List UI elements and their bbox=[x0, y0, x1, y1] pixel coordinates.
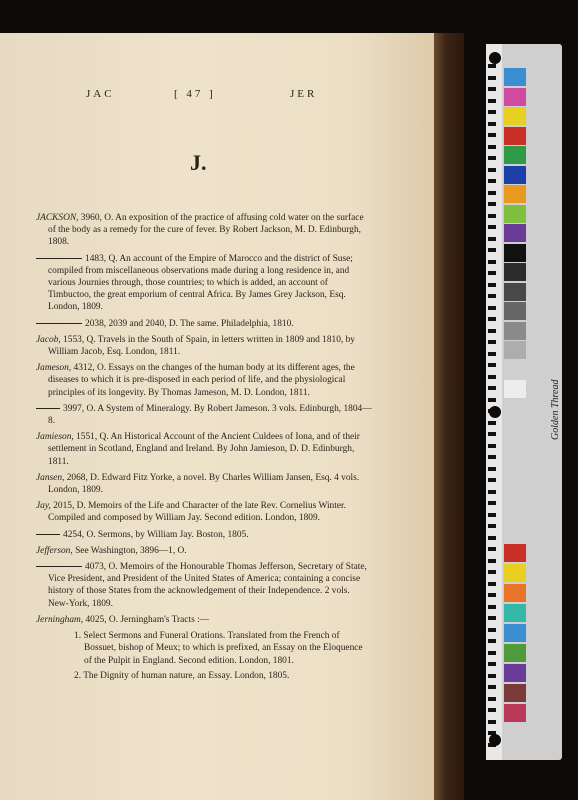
ruler-tick bbox=[488, 386, 496, 390]
ruler-tick bbox=[488, 375, 496, 379]
target-hole bbox=[489, 406, 501, 418]
entry: 4254, O. Sermons, by William Jay. Boston, 1805. bbox=[36, 529, 372, 541]
ruler-tick bbox=[488, 156, 496, 160]
color-swatch bbox=[504, 107, 526, 125]
color-swatch bbox=[504, 68, 526, 86]
section-letter: J. bbox=[190, 150, 207, 175]
color-swatch bbox=[504, 564, 526, 582]
ruler-tick bbox=[488, 616, 496, 620]
ruler-tick bbox=[488, 593, 496, 597]
sub-entry: 1. Select Sermons and Funeral Orations. Translated from the French of Bossuet, bishop of Meux; to which is prefixed, an Essay on the Eloquence of the Pulpit in England. Second edition. London, 1801. bbox=[74, 631, 363, 666]
color-swatch bbox=[504, 244, 526, 262]
ruler-tick bbox=[488, 248, 496, 252]
ruler-tick bbox=[488, 685, 496, 689]
ruler-tick bbox=[488, 225, 496, 229]
scale-ruler bbox=[486, 44, 502, 760]
ruler-tick bbox=[488, 421, 496, 425]
ruler-tick bbox=[488, 490, 496, 494]
color-swatch bbox=[504, 584, 526, 602]
target-hole bbox=[489, 734, 501, 746]
color-swatch bbox=[504, 88, 526, 106]
entry: 1483, Q. An account of the Empire of Marocco and the district of Suse; compiled from miscellaneous observations made during a long residence in, and various Journies through, those countries; to which is added, an account of Timbuctoo, the great emporium of central Africa. By James Grey Jackson, Esq. London, 1809. bbox=[36, 253, 372, 314]
ruler-tick bbox=[488, 708, 496, 712]
catalogue-entries bbox=[36, 212, 372, 685]
ruler-tick bbox=[488, 191, 496, 195]
entry: Jerningham, 4025, O. Jerningham's Tracts :— bbox=[36, 614, 210, 625]
color-swatch bbox=[504, 341, 526, 359]
color-swatch bbox=[504, 624, 526, 642]
ruler-tick bbox=[488, 501, 496, 505]
ruler-tick bbox=[488, 260, 496, 264]
page-number: [ 47 ] bbox=[174, 88, 216, 100]
color-swatch bbox=[504, 302, 526, 320]
ruler-tick bbox=[488, 639, 496, 643]
entry: Jacob, 1553, Q. Travels in the South of Spain, in letters written in 1809 and 1810, by William Jacob, Esq. London, 1811. bbox=[36, 334, 355, 358]
ruler-tick bbox=[488, 110, 496, 114]
entry: Jansen, 2068, D. Edward Fitz Yorke, a novel. By Charles William Jansen, Esq. 4 vols. London, 1809. bbox=[36, 472, 360, 496]
ruler-tick bbox=[488, 64, 496, 68]
ruler-tick bbox=[488, 294, 496, 298]
ruler-tick bbox=[488, 329, 496, 333]
ruler-tick bbox=[488, 214, 496, 218]
running-head-right: JER bbox=[290, 88, 318, 100]
ruler-tick bbox=[488, 432, 496, 436]
ruler-tick bbox=[488, 202, 496, 206]
color-swatch bbox=[504, 704, 526, 722]
entry: 3997, O. A System of Mineralogy. By Robert Jameson. 3 vols. Edinburgh, 1804—8. bbox=[36, 403, 372, 427]
color-swatch bbox=[504, 166, 526, 184]
target-hole bbox=[489, 52, 501, 64]
ruler-tick bbox=[488, 363, 496, 367]
ruler-tick bbox=[488, 237, 496, 241]
ruler-tick bbox=[488, 547, 496, 551]
ruler-tick bbox=[488, 697, 496, 701]
ruler-tick bbox=[488, 271, 496, 275]
color-swatch bbox=[504, 361, 526, 379]
ruler-tick bbox=[488, 352, 496, 356]
color-swatch bbox=[504, 664, 526, 682]
ruler-tick bbox=[488, 570, 496, 574]
entry: Jameson, 4312, O. Essays on the changes of the human body at its different ages, the diseases to which it is pre-disposed in each period of life, and the physiological principles of its longevity. By Thomas Jameson, M. D. London, 1811. bbox=[36, 363, 355, 398]
ruler-tick bbox=[488, 467, 496, 471]
color-swatch bbox=[504, 604, 526, 622]
ruler-tick bbox=[488, 524, 496, 528]
sub-entry: 2. The Dignity of human nature, an Essay. London, 1805. bbox=[74, 670, 290, 681]
ruler-tick bbox=[488, 87, 496, 91]
ruler-tick bbox=[488, 398, 496, 402]
ruler-tick bbox=[488, 133, 496, 137]
color-swatch bbox=[504, 380, 526, 398]
color-swatch bbox=[504, 205, 526, 223]
color-swatch bbox=[504, 644, 526, 662]
ruler-tick bbox=[488, 179, 496, 183]
ruler-tick bbox=[488, 662, 496, 666]
ruler-tick bbox=[488, 582, 496, 586]
entry: 4073, O. Memoirs of the Honourable Thomas Jefferson, Secretary of State, Vice President, and President of the United States of America; containing a concise history of those States from the acknowledgement of their Independence. 2 vols. New-York, 1809. bbox=[36, 561, 372, 610]
color-swatch bbox=[504, 224, 526, 242]
page-edge bbox=[434, 33, 464, 800]
entry: 2038, 2039 and 2040, D. The same. Philadelphia, 1810. bbox=[36, 318, 372, 330]
ruler-tick bbox=[488, 536, 496, 540]
color-swatch bbox=[504, 127, 526, 145]
ruler-tick bbox=[488, 76, 496, 80]
color-swatch bbox=[504, 263, 526, 281]
entry: JACKSON, 3960, O. An exposition of the practice of affusing cold water on the surface of the body as a remedy for the cure of fever. By Robert Jackson, M. D. Edinburgh, 1808. bbox=[36, 213, 364, 248]
running-head-left: JAC bbox=[86, 88, 115, 100]
ruler-tick bbox=[488, 340, 496, 344]
ruler-tick bbox=[488, 478, 496, 482]
ruler-tick bbox=[488, 605, 496, 609]
color-swatch bbox=[504, 283, 526, 301]
ruler-tick bbox=[488, 651, 496, 655]
color-swatch bbox=[504, 322, 526, 340]
ruler-tick bbox=[488, 720, 496, 724]
ruler-tick bbox=[488, 444, 496, 448]
color-swatch bbox=[504, 684, 526, 702]
entry: Jay, 2015, D. Memoirs of the Life and Character of the late Rev. Cornelius Winter. Compiled and composed by William Jay. Second edition. London, 1809. bbox=[36, 501, 346, 524]
color-swatch bbox=[504, 544, 526, 562]
ruler-tick bbox=[488, 168, 496, 172]
ruler-tick bbox=[488, 122, 496, 126]
ruler-tick bbox=[488, 99, 496, 103]
ruler-tick bbox=[488, 559, 496, 563]
entry: Jamieson, 1551, Q. An Historical Account of the Ancient Culdees of Iona, and of their settlement in Scotland, England and Ireland. By John Jamieson, D. D. Edinburgh, 1811. bbox=[36, 432, 360, 467]
entry: Jefferson, See Washington, 3896—1, O. bbox=[36, 545, 187, 556]
ruler-tick bbox=[488, 306, 496, 310]
ruler-tick bbox=[488, 317, 496, 321]
color-swatch bbox=[504, 185, 526, 203]
ruler-tick bbox=[488, 455, 496, 459]
ruler-tick bbox=[488, 674, 496, 678]
color-swatch bbox=[504, 146, 526, 164]
ruler-tick bbox=[488, 283, 496, 287]
ruler-tick bbox=[488, 145, 496, 149]
ruler-tick bbox=[488, 628, 496, 632]
target-caption: Golden Thread bbox=[550, 379, 561, 440]
ruler-tick bbox=[488, 513, 496, 517]
